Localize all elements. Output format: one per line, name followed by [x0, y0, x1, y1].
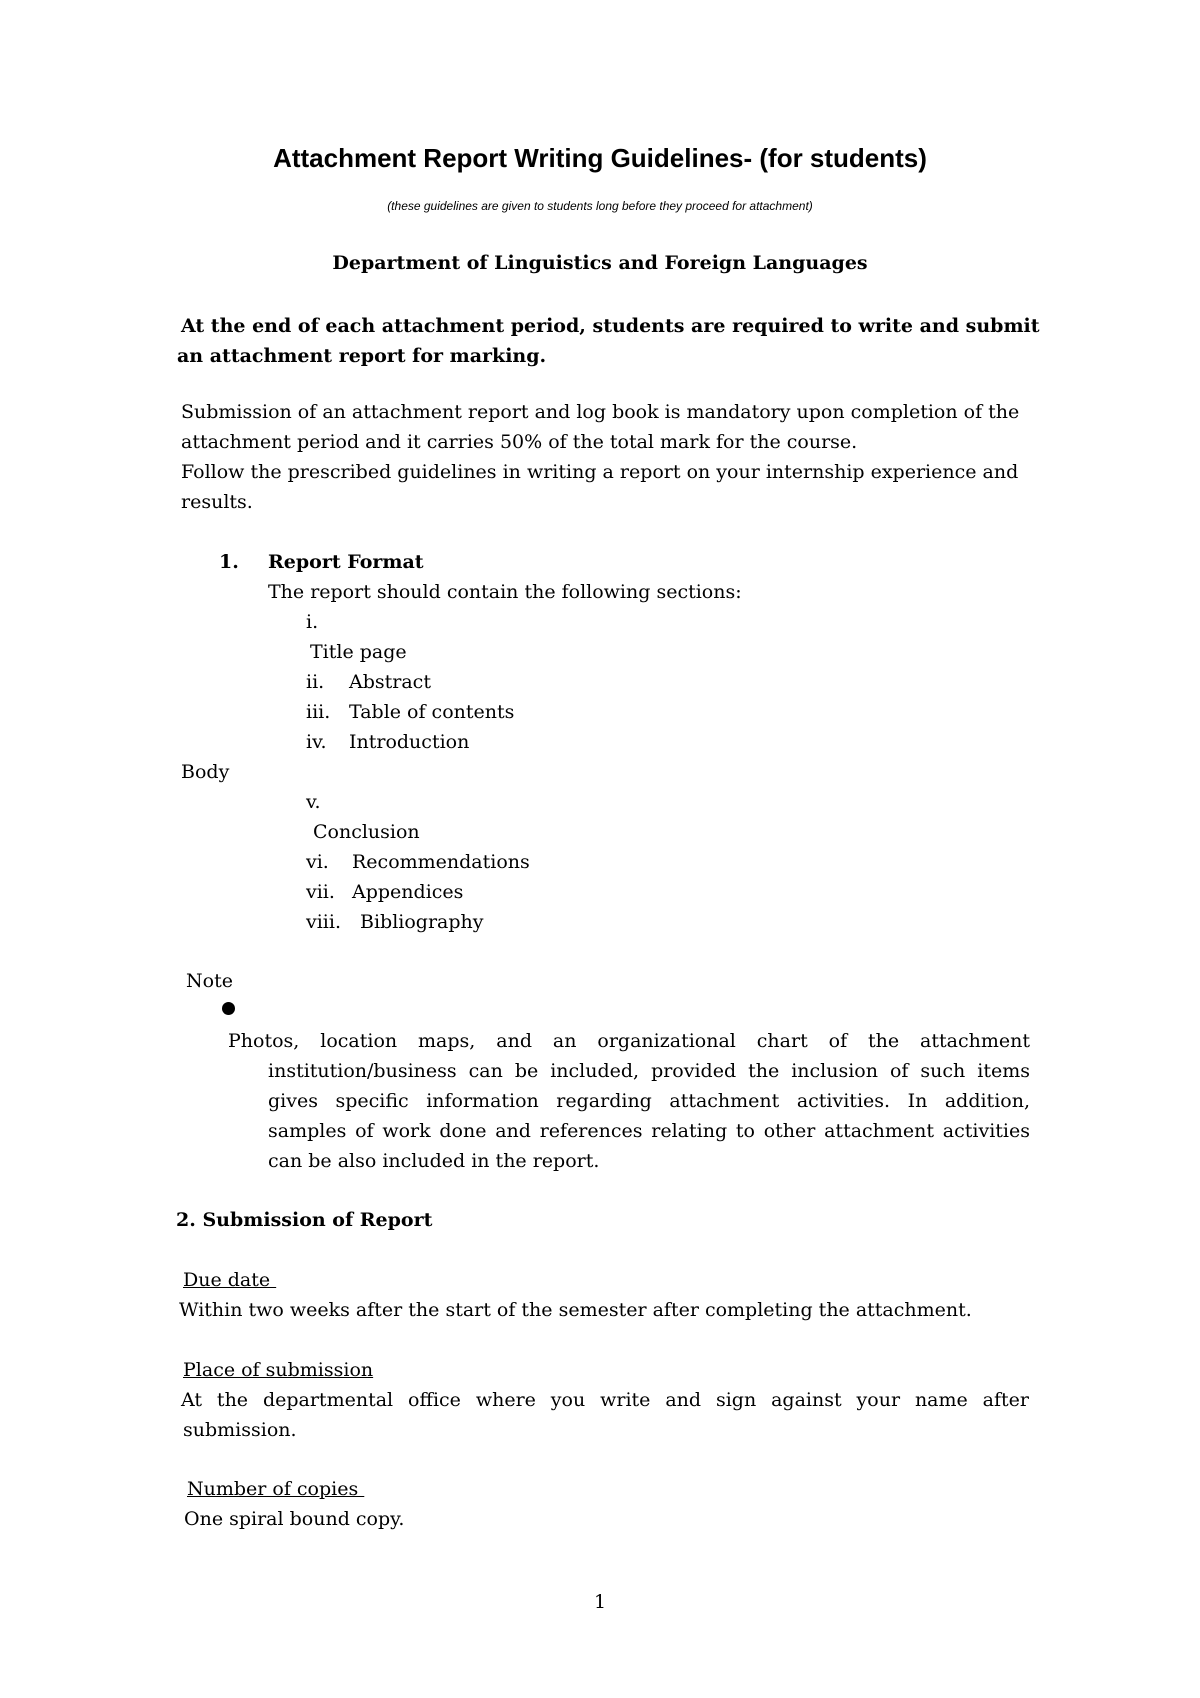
list-item-label: Introduction — [349, 731, 470, 753]
note-label: Note — [186, 970, 233, 992]
section-1-heading: Report Format — [268, 551, 424, 573]
list-item-number: v. — [306, 791, 321, 813]
list-item-label: Recommendations — [352, 851, 530, 873]
note-line: can be also included in the report. — [268, 1150, 600, 1172]
list-item-label: Bibliography — [360, 911, 484, 933]
list-item-number: vii. — [306, 881, 335, 903]
place-line: submission. — [183, 1419, 297, 1441]
note-line: samples of work done and references relating to other attachment activities — [268, 1120, 1030, 1142]
intro-line-1: At the end of each attachment period, students are required to write and submit — [181, 315, 1040, 337]
list-item-number: i. — [306, 611, 319, 633]
list-item-label: Appendices — [352, 881, 464, 903]
section-1-number: 1. — [219, 551, 239, 573]
place-line: At the departmental office where you write and sign against your name after — [181, 1389, 1029, 1411]
paragraph-line: Submission of an attachment report and log book is mandatory upon completion of the — [181, 401, 1020, 423]
list-item-label: Conclusion — [313, 821, 420, 843]
body-label: Body — [181, 761, 230, 783]
paragraph-line: attachment period and it carries 50% of the total mark for the course. — [181, 431, 858, 453]
section-1-intro: The report should contain the following sections: — [268, 581, 742, 603]
list-item-number: iv. — [306, 731, 327, 753]
due-date-text: Within two weeks after the start of the semester after completing the attachment. — [179, 1299, 972, 1321]
document-subtitle: (these guidelines are given to students long before they proceed for attachment) — [387, 199, 813, 213]
copies-text: One spiral bound copy. — [184, 1508, 405, 1530]
place-label: Place of submission — [183, 1359, 374, 1381]
due-date-label: Due date — [183, 1269, 277, 1291]
paragraph-line: Follow the prescribed guidelines in writing a report on your internship experience and — [181, 461, 1019, 483]
paragraph-line: results. — [181, 491, 253, 513]
copies-label: Number of copies — [187, 1478, 365, 1500]
note-line: Photos, location maps, and an organizational chart of the attachment — [228, 1030, 1030, 1052]
page-number: 1 — [593, 1591, 607, 1613]
section-2-heading: 2. Submission of Report — [176, 1209, 433, 1231]
list-item-label: Abstract — [349, 671, 431, 693]
list-item-label: Table of contents — [349, 701, 515, 723]
note-line: gives specific information regarding attachment activities. In addition, — [268, 1090, 1030, 1112]
note-line: institution/business can be included, provided the inclusion of such items — [268, 1060, 1030, 1082]
bullet-icon — [222, 1002, 235, 1015]
document-title: Attachment Report Writing Guidelines- (for students) — [273, 143, 927, 173]
list-item-number: vi. — [306, 851, 329, 873]
list-item-label: Title page — [310, 641, 407, 663]
list-item-number: viii. — [306, 911, 342, 933]
intro-bold-paragraph — [177, 311, 1041, 371]
intro-line-2: an attachment report for marking. — [177, 345, 547, 367]
list-item-number: iii. — [306, 701, 331, 723]
department-heading: Department of Linguistics and Foreign Languages — [332, 252, 868, 274]
list-item-number: ii. — [306, 671, 325, 693]
